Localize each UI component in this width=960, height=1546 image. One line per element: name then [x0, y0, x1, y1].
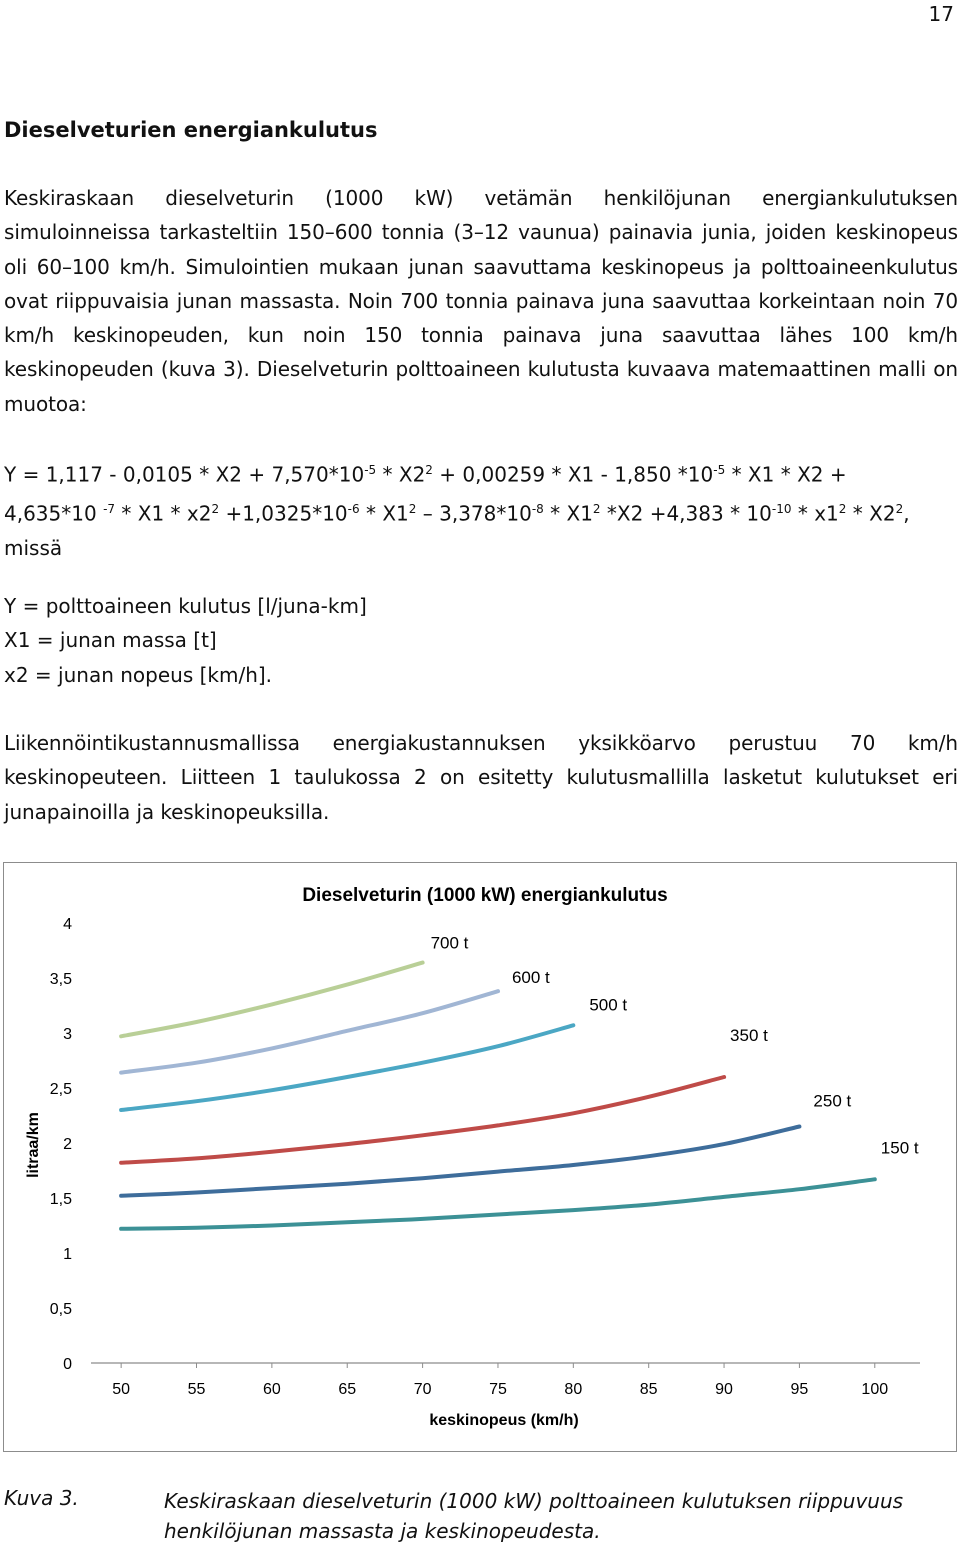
definition-x2: x2 = junan nopeus [km/h].	[4, 662, 273, 687]
x-tick-label: 65	[338, 1381, 357, 1398]
x-axis-label: keskinopeus (km/h)	[429, 1412, 579, 1429]
x-tick-label: 60	[262, 1381, 281, 1398]
y-axis-label: litraa/km	[25, 1112, 42, 1178]
y-tick-label: 1,5	[49, 1191, 72, 1208]
figure-caption-label: Kuva 3.	[4, 1486, 79, 1510]
formula-line-3: missä	[4, 536, 63, 561]
y-tick-label: 1	[63, 1246, 72, 1263]
series-line	[121, 1179, 875, 1229]
x-tick-label: 100	[861, 1381, 889, 1398]
series-label: 350 t	[730, 1026, 768, 1045]
page-number: 17	[928, 2, 954, 26]
series-line	[121, 1077, 724, 1163]
formula-line-1: $Y = 1,117 - 0,0105 * X2 + 7,570*10^{-5} * X2^2 + 0,00259 * X1 - 1,850$ $*10^{-5} * X1 * X2$ +	[4, 462, 847, 487]
series-label: 700 t	[430, 933, 469, 953]
x-tick-label: 90	[715, 1381, 733, 1398]
chart-title: Dieselveturin (1000 kW) energiankulutus	[302, 885, 668, 906]
y-tick-label: 3,5	[49, 971, 72, 988]
x-tick-label: 95	[790, 1381, 809, 1398]
series-lines	[121, 963, 875, 1229]
figure-caption-text: Keskiraskaan dieselveturin (1000 kW) polttoaineen kulutuksen riippuvuus henkilöjunan massasta ja keskinopeudesta.	[164, 1489, 904, 1543]
series-label: 600 t	[511, 968, 550, 988]
x-tick-label: 85	[639, 1381, 658, 1398]
fuel-consumption-chart	[4, 863, 958, 1453]
series-label: 250 t	[813, 1091, 852, 1111]
intro-paragraph: Keskiraskaan dieselveturin (1000 kW) vetämän henkilöjunan energiankulutuksen simuloinneissa tarkasteltiin 150–600 tonnia (3–12 vaunua) painavia junia, joiden keskinopeus oli 60–100 km/h. Simulointien mukaan junan saavuttama keskinopeus ja polttoaineenkulutus ovat riippuvaisia junan massasta. Noin 700 tonnia painava juna saavuttaa korkeintaan noin 70 km/h keskinopeuden, kun noin 150 tonnia painava juna saavuttaa lähes 100 km/h keskinopeuden (kuva 3). Dieselveturin polttoaineen kulutusta kuvaava matemaattinen malli on muotoa:	[4, 186, 958, 416]
y-tick-label: 0	[63, 1356, 72, 1373]
consumption-formula	[4, 453, 958, 566]
y-tick-label: 4	[63, 916, 72, 933]
y-tick-label: 3	[63, 1026, 72, 1043]
y-tick-label: 2	[63, 1136, 72, 1153]
section-heading: Dieselveturien energiankulutus	[4, 118, 378, 142]
cost-paragraph: Liikennöintikustannusmallissa energiakustannuksen yksikköarvo perustuu 70 km/h keskinopeuteen. Liitteen 1 taulukossa 2 on esitetty kulutusmallilla lasketut kulutukset eri junapainoilla ja keskinopeuksilla.	[4, 731, 958, 824]
y-ticks	[50, 916, 72, 1373]
series-label: 150 t	[880, 1138, 919, 1158]
x-ticks	[112, 1363, 888, 1398]
definition-x1: X1 = junan massa [t]	[4, 628, 217, 653]
series-label: 500 t	[589, 995, 628, 1015]
variable-definitions	[4, 589, 367, 692]
x-tick-label: 80	[564, 1381, 583, 1398]
series-line	[121, 1127, 799, 1196]
chart-frame	[3, 862, 957, 1452]
x-tick-label: 75	[489, 1381, 507, 1398]
x-tick-label: 70	[413, 1381, 432, 1398]
x-tick-label: 50	[112, 1381, 131, 1398]
formula-line-2: 4,635*10 $^{-7} * X1 * x2^2 +1,0325*10^{-6} * X1^2 - 3,378*10^{-8} * X1^2$ $*X2 +4,383 * 10^{-10} * x1^2 * X2^2$,	[4, 501, 910, 526]
definition-y: Y = polttoaineen kulutus [l/juna-km]	[4, 594, 367, 618]
x-tick-label: 55	[187, 1381, 206, 1398]
series-line	[121, 1025, 573, 1110]
y-tick-label: 0,5	[49, 1301, 72, 1318]
y-tick-label: 2,5	[49, 1081, 72, 1098]
